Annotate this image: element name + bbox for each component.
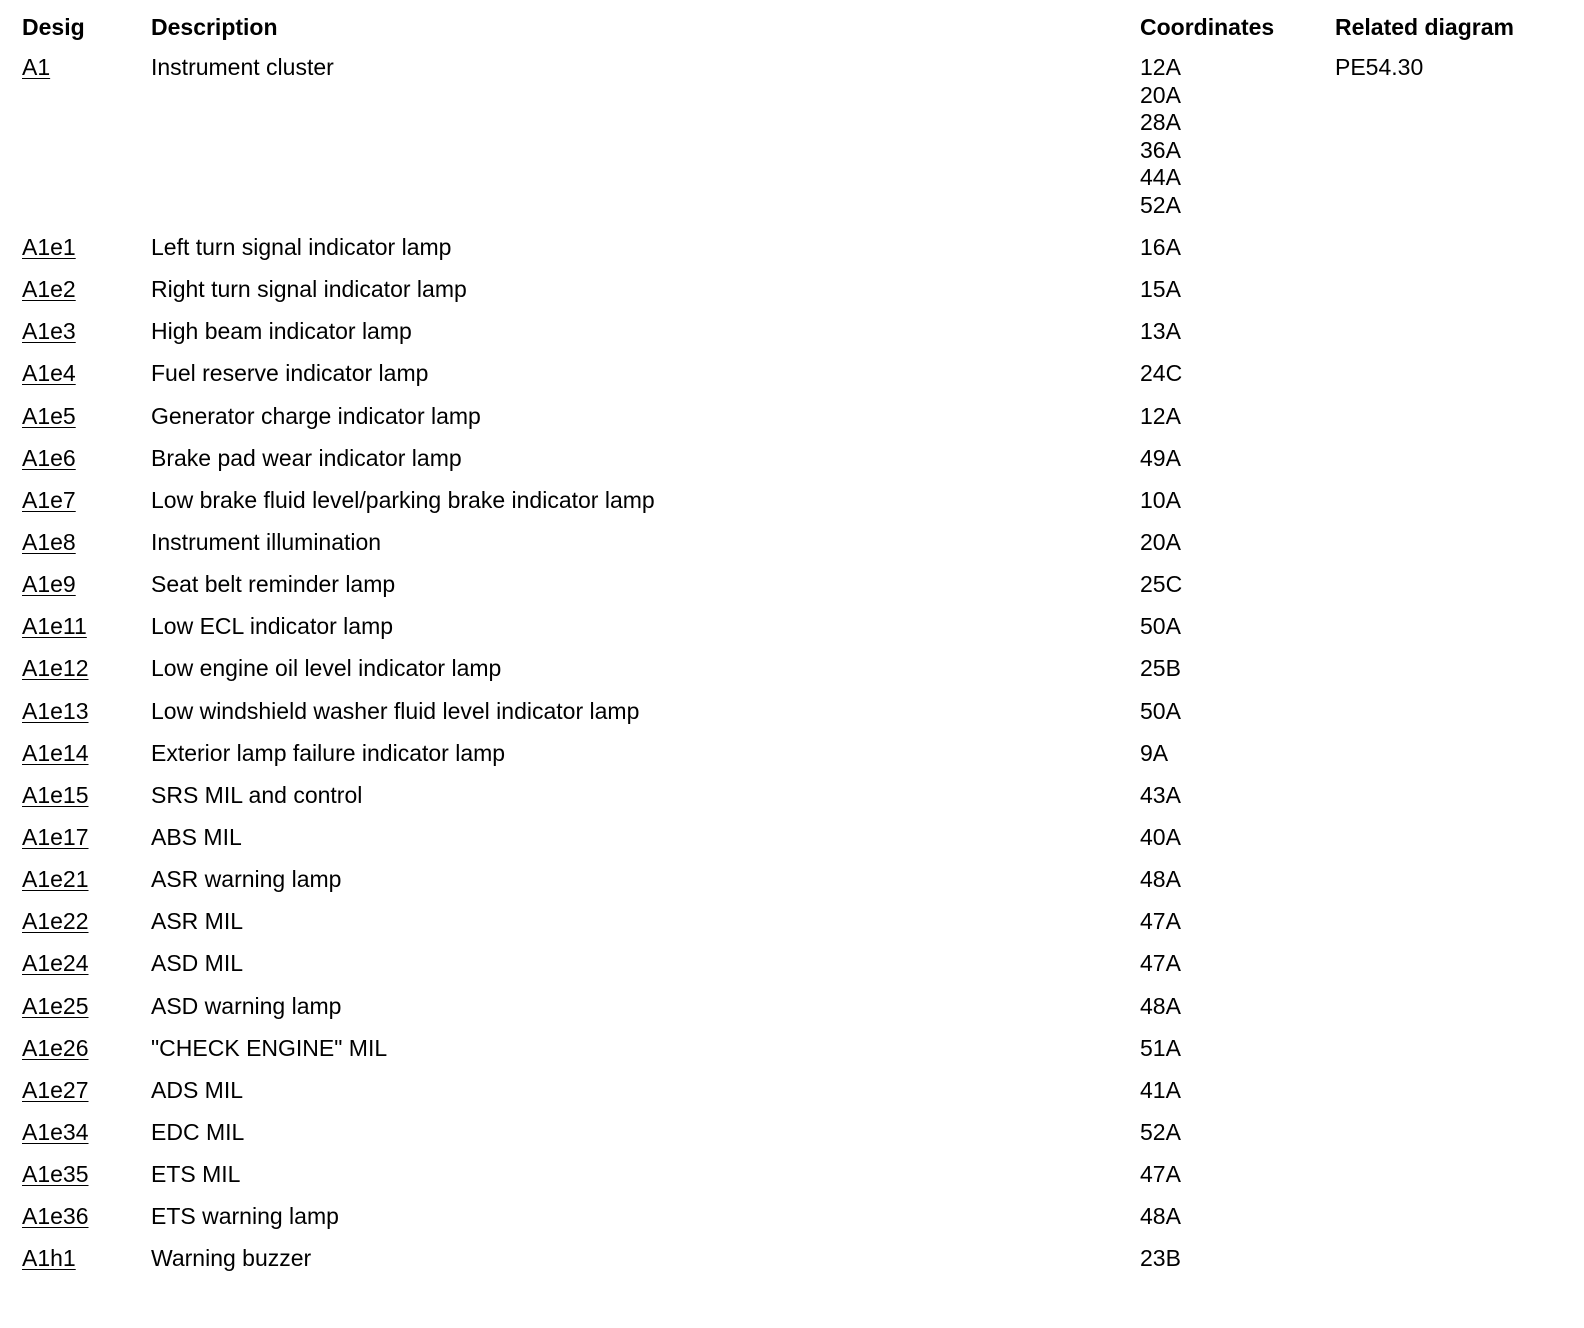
table-row (22, 563, 1562, 605)
table-row (22, 774, 1562, 816)
coordinate-value: 48A (1140, 992, 1181, 1019)
desig-cell (22, 487, 76, 515)
coordinate-value: 49A (1140, 444, 1181, 471)
description-cell: EDC MIL (151, 1118, 245, 1145)
coordinates-cell (1140, 866, 1181, 894)
table-row (22, 942, 1562, 984)
desig-cell (22, 234, 76, 262)
coordinate-value: 23B (1140, 1245, 1181, 1272)
desig-link[interactable]: A1 (22, 54, 51, 80)
coordinate-value: 20A (1140, 81, 1181, 108)
coordinate-value: 28A (1140, 109, 1181, 135)
coordinates-cell (1140, 529, 1181, 557)
desig-link[interactable]: A1e17 (22, 823, 89, 850)
desig-cell (22, 740, 89, 768)
coordinates-cell (1140, 1077, 1181, 1105)
desig-cell (22, 866, 89, 894)
coordinates-cell (1140, 655, 1181, 683)
coordinate-value: 20A (1140, 528, 1181, 555)
desig-link[interactable]: A1e4 (22, 360, 76, 387)
desig-cell (22, 993, 89, 1021)
coordinate-value: 41A (1140, 1076, 1181, 1103)
coordinates-cell (1140, 1161, 1181, 1189)
coordinate-value: 36A (1140, 136, 1181, 163)
coordinate-value: 50A (1140, 697, 1181, 724)
coordinate-value: 13A (1140, 318, 1181, 345)
description-cell: ETS warning lamp (151, 1203, 339, 1230)
description-cell: ADS MIL (151, 1076, 244, 1103)
coordinates-cell (1140, 740, 1168, 768)
description-cell: ASD MIL (151, 950, 244, 977)
description-cell: Left turn signal indicator lamp (151, 234, 452, 260)
desig-link[interactable]: A1e25 (22, 992, 89, 1019)
table-row (22, 858, 1562, 900)
desig-cell (22, 655, 89, 683)
table-row (22, 690, 1562, 732)
table-row (22, 310, 1562, 352)
coordinates-cell (1140, 234, 1181, 262)
coordinates-cell (1140, 950, 1181, 978)
desig-cell (22, 782, 89, 810)
coordinate-value: 25C (1140, 571, 1183, 598)
description-cell: ASR warning lamp (151, 866, 342, 893)
coordinate-value: 52A (1140, 191, 1181, 218)
coordinates-cell (1140, 908, 1181, 936)
coordinate-value: 43A (1140, 781, 1181, 808)
desig-link[interactable]: A1e11 (22, 613, 87, 640)
table-row (22, 268, 1562, 310)
description-cell: ASD warning lamp (151, 992, 342, 1019)
desig-link[interactable]: A1e12 (22, 655, 89, 682)
coordinates-cell (1140, 698, 1181, 726)
desig-cell (22, 824, 89, 852)
coordinate-value: 48A (1140, 866, 1181, 893)
coordinate-value: 15A (1140, 276, 1181, 303)
table-row (22, 479, 1562, 521)
coordinates-cell (1140, 1203, 1181, 1231)
desig-link[interactable]: A1e36 (22, 1203, 89, 1230)
table-row (22, 395, 1562, 437)
description-cell: ASR MIL (151, 908, 244, 935)
desig-link[interactable]: A1e8 (22, 528, 76, 555)
description-cell: SRS MIL and control (151, 781, 363, 808)
coordinate-value: 44A (1140, 164, 1181, 190)
coordinate-value: 47A (1140, 1161, 1181, 1188)
coordinate-value: 40A (1140, 823, 1181, 850)
table-row (22, 521, 1562, 563)
desig-link[interactable]: A1e1 (22, 234, 76, 260)
coordinate-value: 9A (1140, 739, 1169, 766)
coordinate-value: 24C (1140, 360, 1183, 387)
header-coordinates: Coordinates (1140, 14, 1275, 40)
desig-link[interactable]: A1e15 (22, 781, 89, 808)
description-cell: Instrument cluster (151, 54, 334, 80)
desig-link[interactable]: A1e35 (22, 1161, 89, 1188)
desig-link[interactable]: A1e26 (22, 1034, 89, 1061)
desig-cell (22, 1035, 89, 1063)
desig-link[interactable]: A1e7 (22, 486, 76, 513)
table-row (22, 352, 1562, 394)
description-cell: Brake pad wear indicator lamp (151, 444, 462, 471)
desig-link[interactable]: A1e14 (22, 739, 89, 766)
coordinates-cell (1140, 1119, 1181, 1147)
desig-cell (22, 1245, 76, 1273)
desig-cell (22, 571, 76, 599)
description-cell: ABS MIL (151, 823, 242, 850)
coordinates-cell (1140, 782, 1181, 810)
table-row (22, 437, 1562, 479)
header-description: Description (151, 14, 278, 40)
description-cell: ETS MIL (151, 1161, 241, 1188)
table-row (22, 1027, 1562, 1069)
description-cell: Generator charge indicator lamp (151, 402, 481, 429)
coordinates-cell (1140, 1035, 1181, 1063)
table-row (22, 226, 1562, 268)
description-cell: Warning buzzer (151, 1245, 312, 1272)
description-cell: Instrument illumination (151, 528, 382, 555)
desig-cell (22, 613, 87, 641)
desig-link[interactable]: A1e24 (22, 950, 89, 977)
coordinate-value: 47A (1140, 908, 1181, 935)
description-cell: Low windshield washer fluid level indicator lamp (151, 697, 640, 724)
coordinates-cell (1140, 360, 1182, 388)
desig-cell (22, 445, 76, 473)
coordinate-value: 48A (1140, 1203, 1181, 1230)
description-cell: Exterior lamp failure indicator lamp (151, 739, 506, 766)
desig-link[interactable]: A1e27 (22, 1076, 89, 1103)
description-cell: Right turn signal indicator lamp (151, 276, 467, 303)
header-related-diagram: Related diagram (1335, 14, 1514, 40)
desig-link[interactable]: A1e9 (22, 571, 76, 598)
coordinates-cell (1140, 487, 1181, 515)
table-row (22, 900, 1562, 942)
description-cell: "CHECK ENGINE" MIL (151, 1034, 388, 1061)
table-row (22, 816, 1562, 858)
coordinate-value: 25B (1140, 655, 1181, 682)
coordinate-value: 51A (1140, 1034, 1181, 1061)
description-cell: Fuel reserve indicator lamp (151, 360, 429, 387)
description-cell: Low ECL indicator lamp (151, 613, 394, 640)
component-table (22, 12, 1562, 1280)
coordinates-cell (1140, 571, 1182, 599)
coordinates-cell (1140, 993, 1181, 1021)
table-row (22, 46, 1562, 226)
table-row (22, 732, 1562, 774)
desig-link[interactable]: A1e6 (22, 444, 76, 471)
table-body (22, 46, 1562, 1280)
coordinates-cell (1140, 1245, 1181, 1273)
desig-link[interactable]: A1e3 (22, 318, 76, 345)
description-cell: Low brake fluid level/parking brake indicator lamp (151, 486, 655, 513)
coordinate-value: 52A (1140, 1118, 1181, 1145)
desig-cell (22, 403, 76, 431)
desig-cell (22, 1203, 89, 1231)
coordinates-cell (1140, 318, 1181, 346)
desig-cell (22, 1161, 89, 1189)
desig-cell (22, 698, 89, 726)
desig-link[interactable]: A1e5 (22, 402, 76, 429)
desig-link[interactable]: A1e34 (22, 1118, 89, 1145)
desig-link[interactable]: A1e2 (22, 276, 76, 303)
desig-cell (22, 1119, 89, 1147)
description-cell: High beam indicator lamp (151, 318, 412, 345)
coordinate-value: 47A (1140, 950, 1181, 977)
table-row (22, 985, 1562, 1027)
table-row (22, 605, 1562, 647)
desig-cell (22, 360, 76, 388)
table-row (22, 1111, 1562, 1153)
desig-cell (22, 950, 89, 978)
coordinates-cell (1140, 445, 1181, 473)
coordinates-cell (1140, 403, 1181, 431)
desig-cell (22, 1077, 89, 1105)
table-header (22, 12, 1562, 46)
table-row (22, 647, 1562, 689)
table-row (22, 1153, 1562, 1195)
table-row (22, 1195, 1562, 1237)
description-cell: Low engine oil level indicator lamp (151, 655, 502, 682)
desig-cell (22, 529, 76, 557)
desig-link[interactable]: A1e13 (22, 697, 89, 724)
desig-cell (22, 54, 50, 82)
coordinate-value: 12A (1140, 402, 1181, 429)
table-row (22, 1237, 1562, 1279)
table-row (22, 1069, 1562, 1111)
desig-link[interactable]: A1e22 (22, 908, 89, 935)
related-diagram-cell: PE54.30 (1335, 54, 1424, 80)
coordinate-value: 16A (1140, 234, 1181, 260)
desig-cell (22, 318, 76, 346)
desig-link[interactable]: A1e21 (22, 866, 89, 893)
coordinates-cell (1140, 824, 1181, 852)
desig-link[interactable]: A1h1 (22, 1245, 76, 1272)
coordinate-value: 12A (1140, 54, 1181, 80)
coordinates-cell (1140, 54, 1181, 219)
description-cell: Seat belt reminder lamp (151, 571, 396, 598)
coordinate-value: 50A (1140, 613, 1181, 640)
header-desig: Desig (22, 14, 85, 40)
desig-cell (22, 276, 76, 304)
coordinate-value: 10A (1140, 486, 1181, 513)
coordinates-cell (1140, 276, 1181, 304)
coordinates-cell (1140, 613, 1181, 641)
desig-cell (22, 908, 89, 936)
